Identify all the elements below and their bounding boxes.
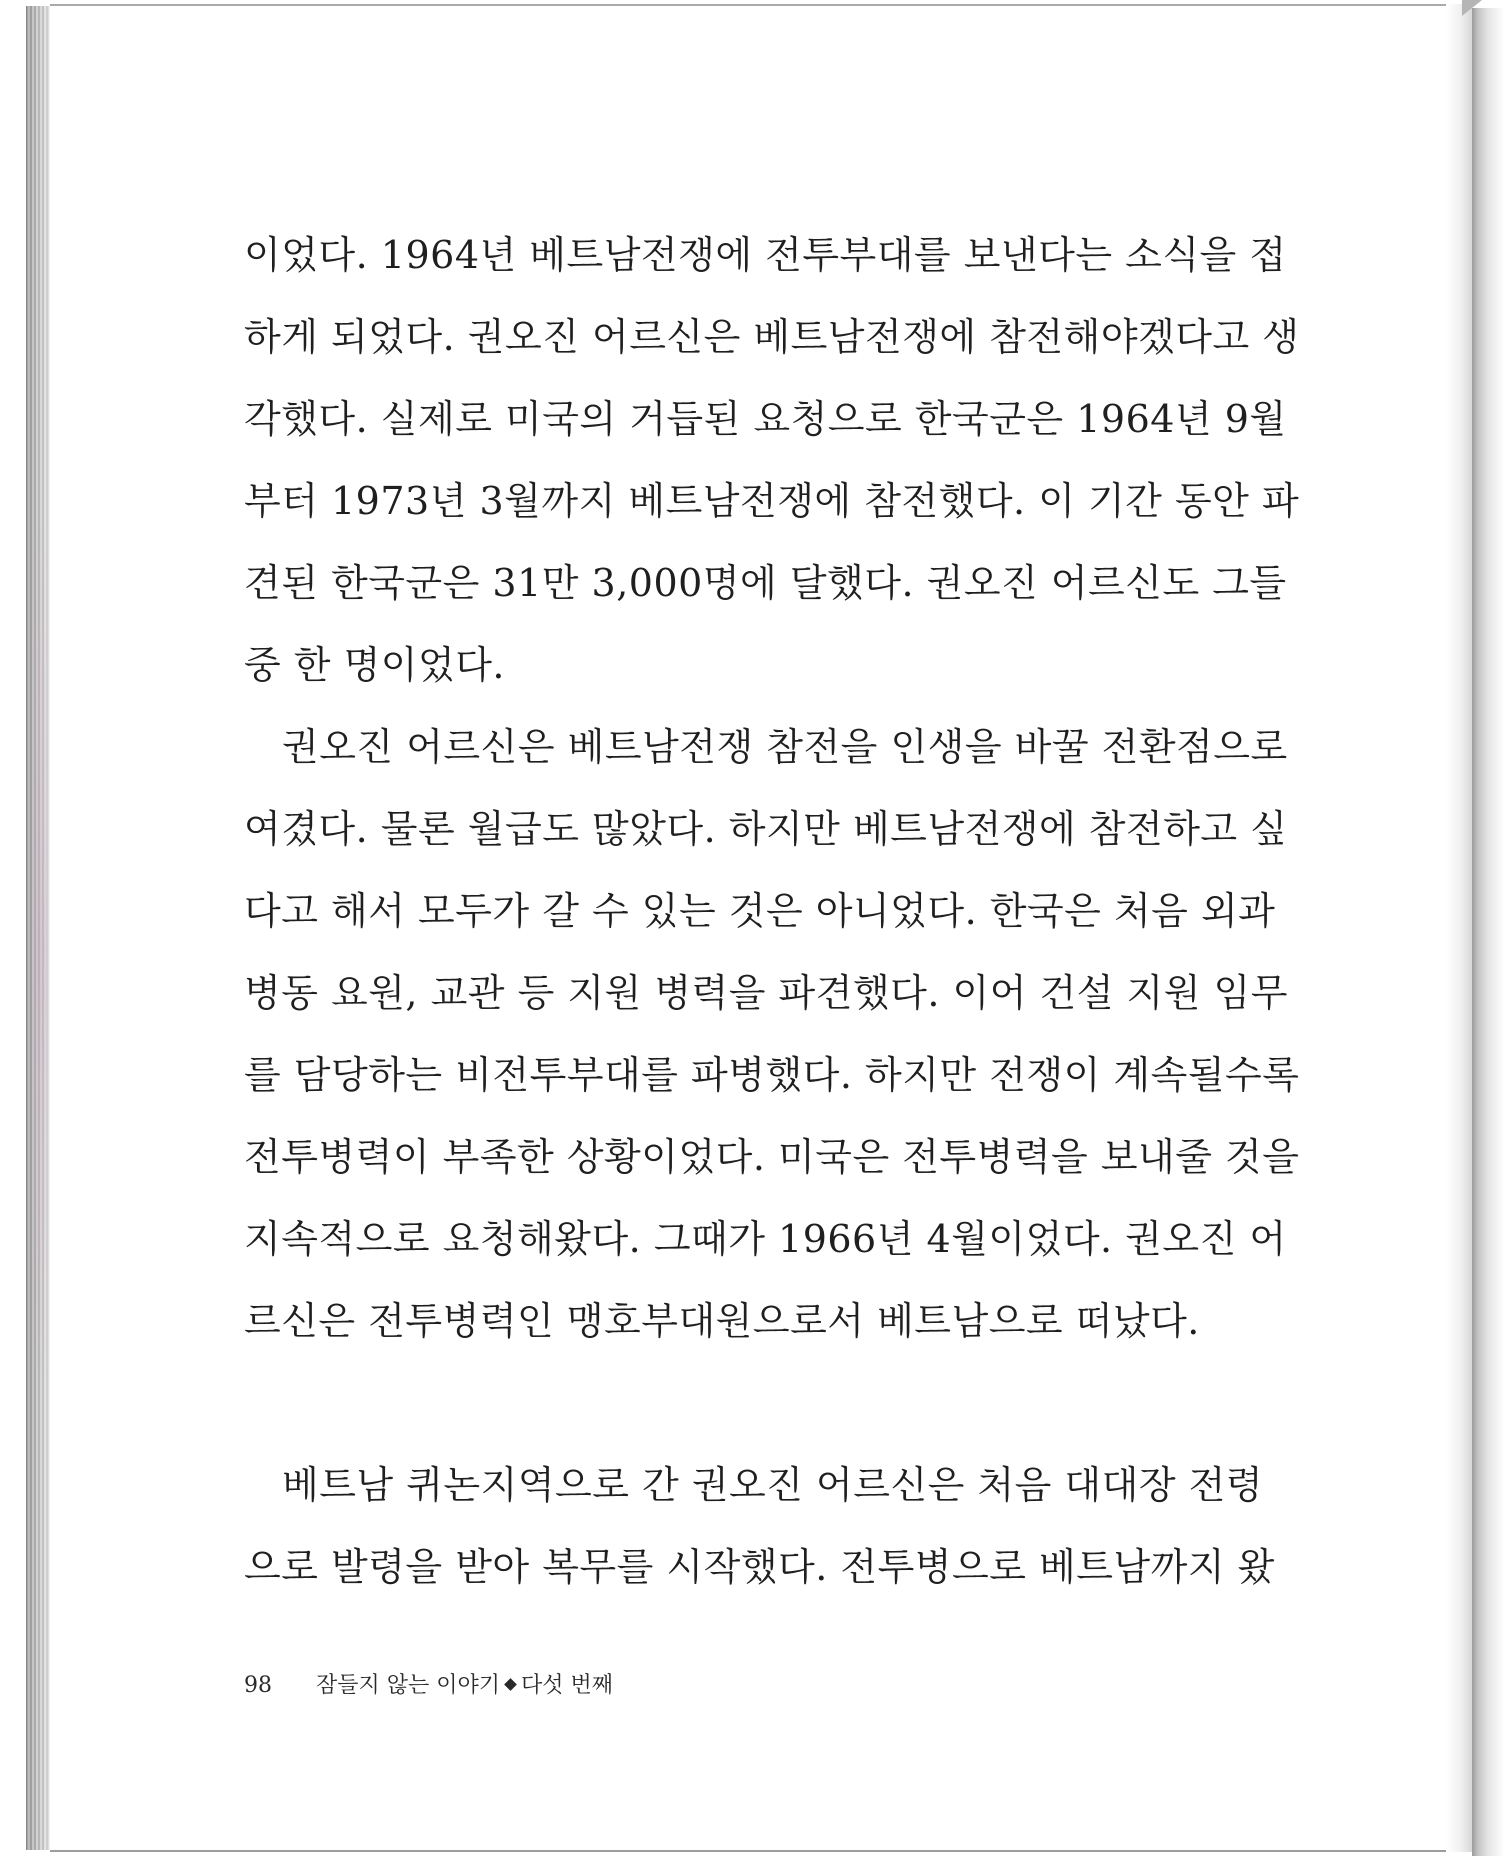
- page-shadow: [1472, 8, 1504, 1856]
- text-line-paragraph-start: 베트남 퀴논지역으로 간 권오진 어르신은 처음 대대장 전령: [282, 1463, 1264, 1507]
- page-footer: [244, 1666, 613, 1706]
- text-line: 지속적으로 요청해왔다. 그때가 1966년 4월이었다. 권오진 어: [244, 1217, 1287, 1261]
- text-line: 하게 되었다. 권오진 어르신은 베트남전쟁에 참전해야겠다고 생: [244, 315, 1300, 359]
- text-line: 중 한 명이었다.: [244, 643, 505, 687]
- text-line: 부터 1973년 3월까지 베트남전쟁에 참전했다. 이 기간 동안 파: [244, 479, 1300, 523]
- text-line: 으로 발령을 받아 복무를 시작했다. 전투병으로 베트남까지 왔: [244, 1545, 1275, 1589]
- text-line-paragraph-start: 권오진 어르신은 베트남전쟁 참전을 인생을 바꿀 전환점으로: [282, 725, 1288, 769]
- text-line: 병동 요원, 교관 등 지원 병력을 파견했다. 이어 건설 지원 임무: [244, 971, 1288, 1015]
- volume-label: 다섯 번째: [521, 1673, 614, 1698]
- text-line: 견된 한국군은 31만 3,000명에 달했다. 권오진 어르신도 그들: [244, 561, 1287, 605]
- diamond-separator-icon: [504, 1678, 517, 1691]
- page-number: 98: [244, 1673, 272, 1698]
- text-line: 각했다. 실제로 미국의 거듭된 요청으로 한국군은 1964년 9월: [244, 397, 1287, 441]
- text-line: 이었다. 1964년 베트남전쟁에 전투부대를 보낸다는 소식을 접: [244, 233, 1287, 277]
- page-corner: [1462, 0, 1482, 16]
- section-gap: [244, 1372, 1164, 1454]
- text-line: 를 담당하는 비전투부대를 파병했다. 하지만 전쟁이 계속될수록: [244, 1053, 1300, 1097]
- text-line: 전투병력이 부족한 상황이었다. 미국은 전투병력을 보내줄 것을: [244, 1135, 1300, 1179]
- text-line: 르신은 전투병력인 맹호부대원으로서 베트남으로 떠났다.: [244, 1299, 1200, 1343]
- body-text: [244, 224, 1300, 1618]
- text-line: 다고 해서 모두가 갈 수 있는 것은 아니었다. 한국은 처음 외과: [244, 889, 1276, 933]
- page-curl-edge: [1446, 4, 1472, 1852]
- book-title: 잠들지 않는 이야기: [316, 1673, 501, 1698]
- spine-tint: [34, 500, 46, 1400]
- text-line: 여겼다. 물론 월급도 많았다. 하지만 베트남전쟁에 참전하고 싶: [244, 807, 1288, 851]
